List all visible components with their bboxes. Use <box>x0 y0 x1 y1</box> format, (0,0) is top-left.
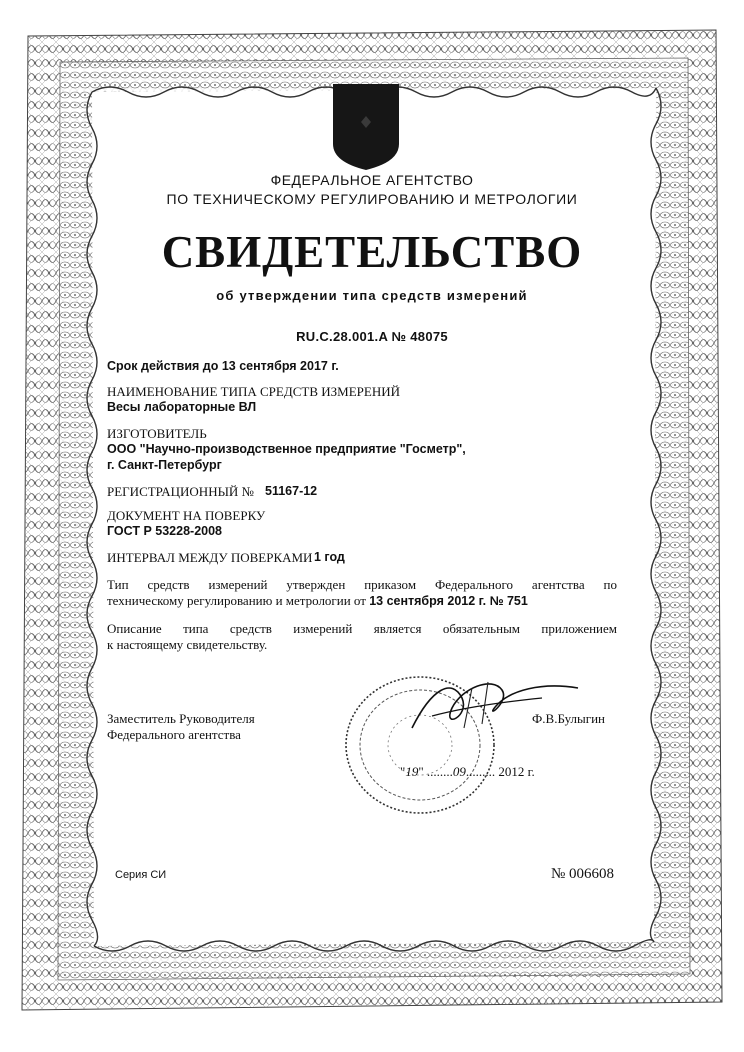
description-line-1: Описание типа средств измерений является обязательным приложением <box>107 621 617 636</box>
handwritten-signature <box>392 668 582 748</box>
manufacturer-city: г. Санкт-Петербург <box>107 458 222 472</box>
date-day: 19 <box>405 764 419 779</box>
instrument-value: Весы лабораторные ВЛ <box>107 400 257 414</box>
agency-line-1: ФЕДЕРАЛЬНОЕ АГЕНТСТВО <box>270 172 474 188</box>
approval-order-date: 13 сентября 2012 г. № 751 <box>369 594 528 608</box>
signatory-position-line-2: Федерального агентства <box>107 727 241 742</box>
document-subtitle: об утверждении типа средств измерений <box>216 288 528 303</box>
date-year: 2012 г. <box>498 764 535 779</box>
signatory-name: Ф.В.Булыгин <box>532 711 605 726</box>
certificate-number: RU.C.28.001.A № 48075 <box>296 329 448 344</box>
registration-number: 51167-12 <box>265 484 318 498</box>
document-title: СВИДЕТЕЛЬСТВО <box>161 227 583 277</box>
serial-number: № 006608 <box>551 866 615 882</box>
verification-doc-label: ДОКУМЕНТ НА ПОВЕРКУ <box>107 508 266 523</box>
interval-value: 1 год <box>314 550 345 564</box>
agency-line-2: ПО ТЕХНИЧЕСКОМУ РЕГУЛИРОВАНИЮ И МЕТРОЛОГИИ <box>166 191 578 207</box>
registration-label: РЕГИСТРАЦИОННЫЙ № <box>107 484 254 499</box>
signatory-position-line-1: Заместитель Руководителя <box>107 711 255 726</box>
validity-period: Срок действия до 13 сентября 2017 г. <box>107 359 339 373</box>
series-label: Серия СИ <box>115 869 167 881</box>
date-month: 09 <box>452 764 466 779</box>
verification-doc-value: ГОСТ Р 53228-2008 <box>107 524 223 538</box>
instrument-label: НАИМЕНОВАНИЕ ТИПА СРЕДСТВ ИЗМЕРЕНИЙ <box>107 384 400 399</box>
approval-line-2 <box>107 593 528 609</box>
state-emblem-icon <box>331 82 401 172</box>
interval-label: ИНТЕРВАЛ МЕЖДУ ПОВЕРКАМИ <box>107 550 313 565</box>
approval-line-1: Тип средств измерений утвержден приказом Федерального агентства по <box>107 577 617 592</box>
description-line-2: к настоящему свидетельству. <box>107 637 268 652</box>
approval-line-2-prefix: техническому регулированию и метрологии от <box>107 593 366 608</box>
manufacturer-label: ИЗГОТОВИТЕЛЬ <box>107 426 207 441</box>
manufacturer-name: ООО "Научно-производственное предприятие "Госметр", <box>107 442 466 456</box>
signing-date: "19" ........09......... 2012 г. <box>400 764 535 779</box>
